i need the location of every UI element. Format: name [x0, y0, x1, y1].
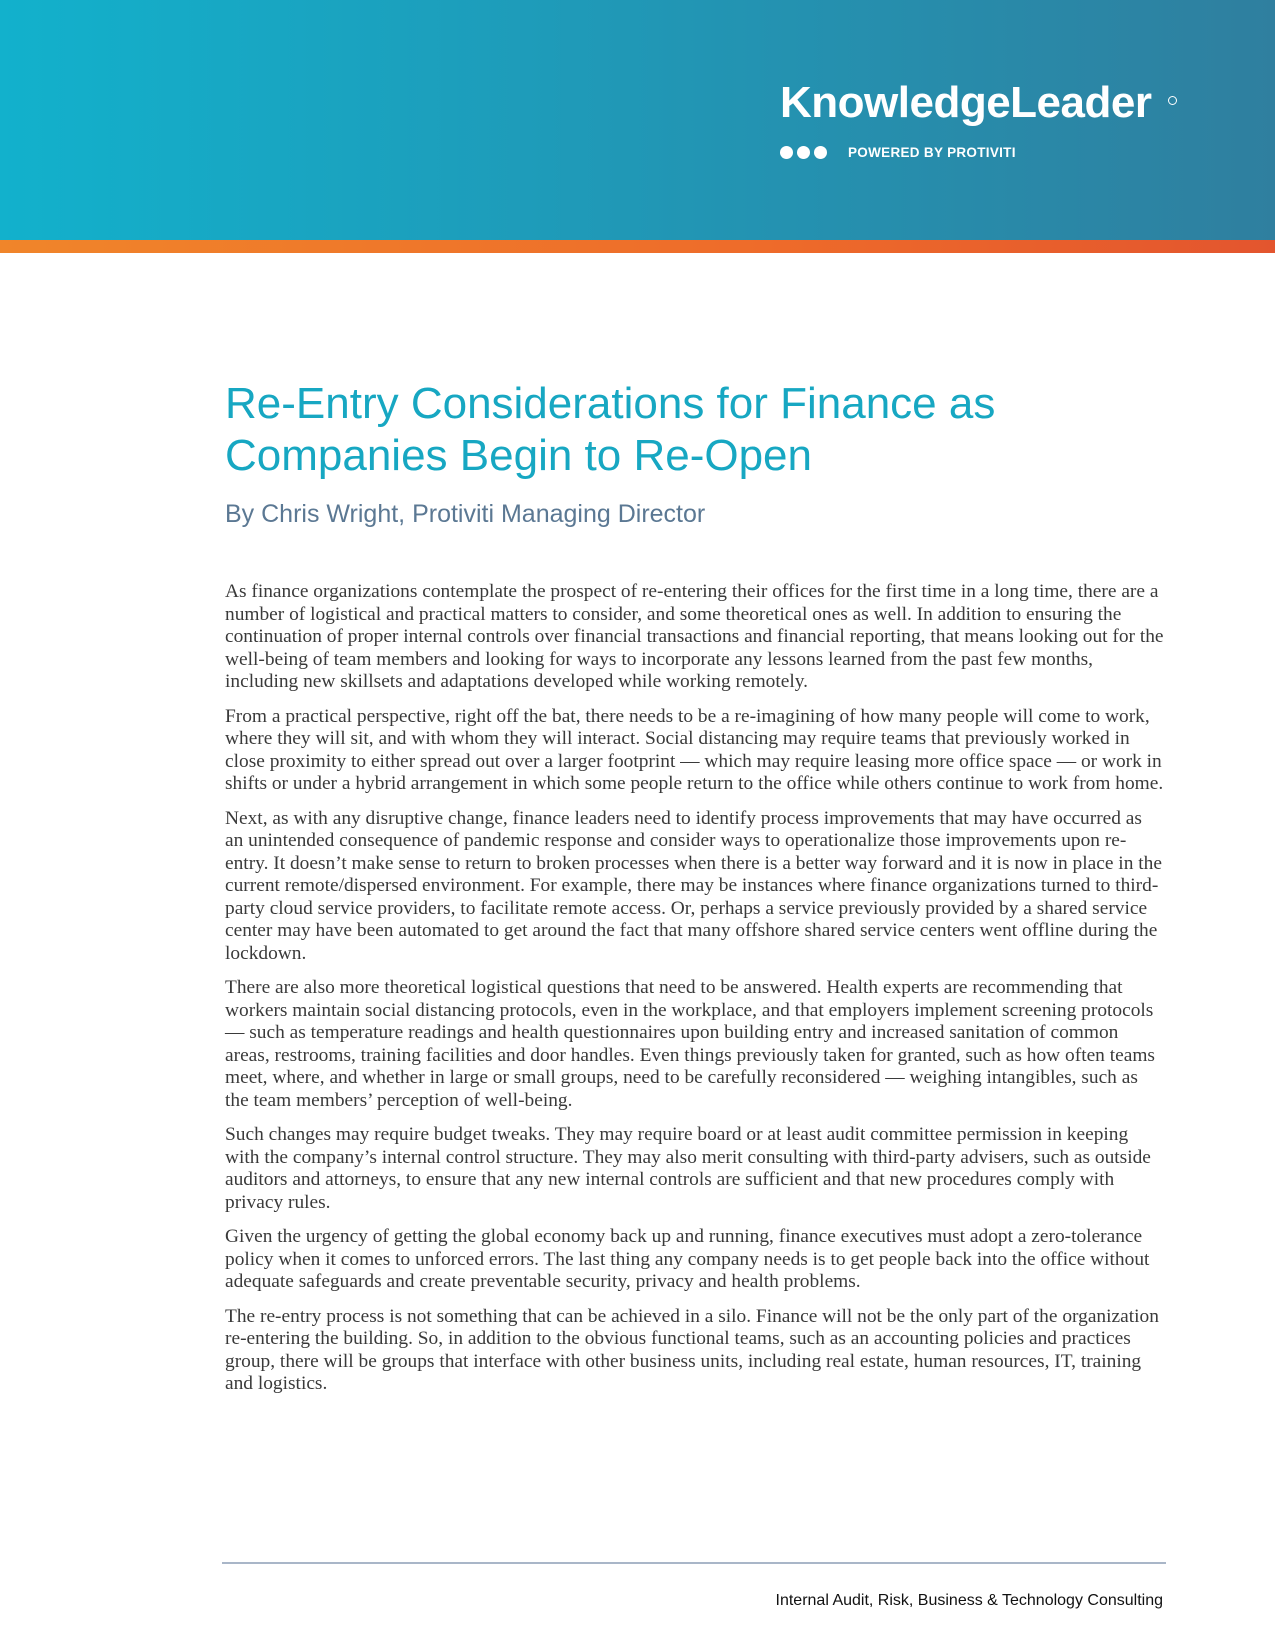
footer-tagline: Internal Audit, Risk, Business & Technology Consulting [775, 1592, 1163, 1609]
three-dots-logo-icon [780, 146, 830, 160]
body-paragraph: As finance organizations contemplate the prospect of re-entering their offices for the first time in a long time, there are a number of logistical and practical matters to consider, and some theoretical ones as well. In addition to ensuring the continuation of proper internal controls over financial transactions and financial reporting, that means looking out for the well-being of team members and looking for ways to incorporate any lessons learned from the past few months, including new skillsets and adaptations developed while working remotely. [225, 581, 1164, 692]
logo-dot-icon [814, 146, 827, 159]
logo-tagline: POWERED BY PROTIVITI [848, 145, 1016, 160]
logo-dot-icon [780, 146, 793, 159]
knowledgeleader-logo: KnowledgeLeader [780, 78, 1152, 127]
header-banner [0, 0, 1275, 240]
document-author: By Chris Wright, Protiviti Managing Director [225, 500, 706, 528]
document-title: Re-Entry Considerations for Finance as Companies Begin to Re-Open [225, 379, 996, 480]
body-paragraph: Such changes may require budget tweaks. They may require board or at least audit committee permission in keeping with the company’s internal control structure. They may also merit consulting with third-party advisers, such as outside auditors and attorneys, to ensure that any new internal controls are sufficient and that new procedures comply with privacy rules. [225, 1124, 1151, 1213]
body-paragraph: Given the urgency of getting the global economy back up and running, finance executives must adopt a zero-tolerance policy when it comes to unforced errors. The last thing any company needs is to get people back into the office without adequate safeguards and create preventable security, privacy and health problems. [225, 1226, 1150, 1292]
header-accent-bar [0, 240, 1275, 253]
registered-mark-icon [1168, 96, 1177, 105]
body-paragraph: Next, as with any disruptive change, finance leaders need to identify process improvements that may have occurred as an unintended consequence of pandemic response and consider ways to operationalize those improvements upon re-entry. It doesn’t make sense to return to broken processes when there is a better way forward and it is now in place in the current remote/dispersed environment. For example, there may be instances where finance organizations turned to third-party cloud service providers, to facilitate remote access. Or, perhaps a service previously provided by a shared service center may have been automated to get around the fact that many offshore shared service centers went offline during the lockdown. [225, 807, 1162, 964]
document-body [225, 581, 1165, 1408]
body-paragraph: The re-entry process is not something that can be achieved in a silo. Finance will not be the only part of the organization re-entering the building. So, in addition to the obvious functional teams, such as an accounting policies and practices group, there will be groups that interface with other business units, including real estate, human resources, IT, training and logistics. [225, 1305, 1159, 1394]
body-paragraph: From a practical perspective, right off the bat, there needs to be a re-imagining of how many people will come to work, where they will sit, and with whom they will interact. Social distancing may require teams that previously worked in close proximity to either spread out over a larger footprint — which may require leasing more office space — or work in shifts or under a hybrid arrangement in which some people return to the office while others continue to work from home. [225, 705, 1164, 794]
logo-dot-icon [797, 146, 810, 159]
body-paragraph: There are also more theoretical logistical questions that need to be answered. Health experts are recommending that workers maintain social distancing protocols, even in the workplace, and that employers implement screening protocols — such as temperature readings and health questionnaires upon building entry and increased sanitation of common areas, restrooms, training facilities and door handles. Even things previously taken for granted, such as how often teams meet, where, and whether in large or small groups, need to be carefully reconsidered — weighing intangibles, such as the team members’ perception of well-being. [225, 977, 1155, 1111]
footer-divider [222, 1562, 1166, 1564]
